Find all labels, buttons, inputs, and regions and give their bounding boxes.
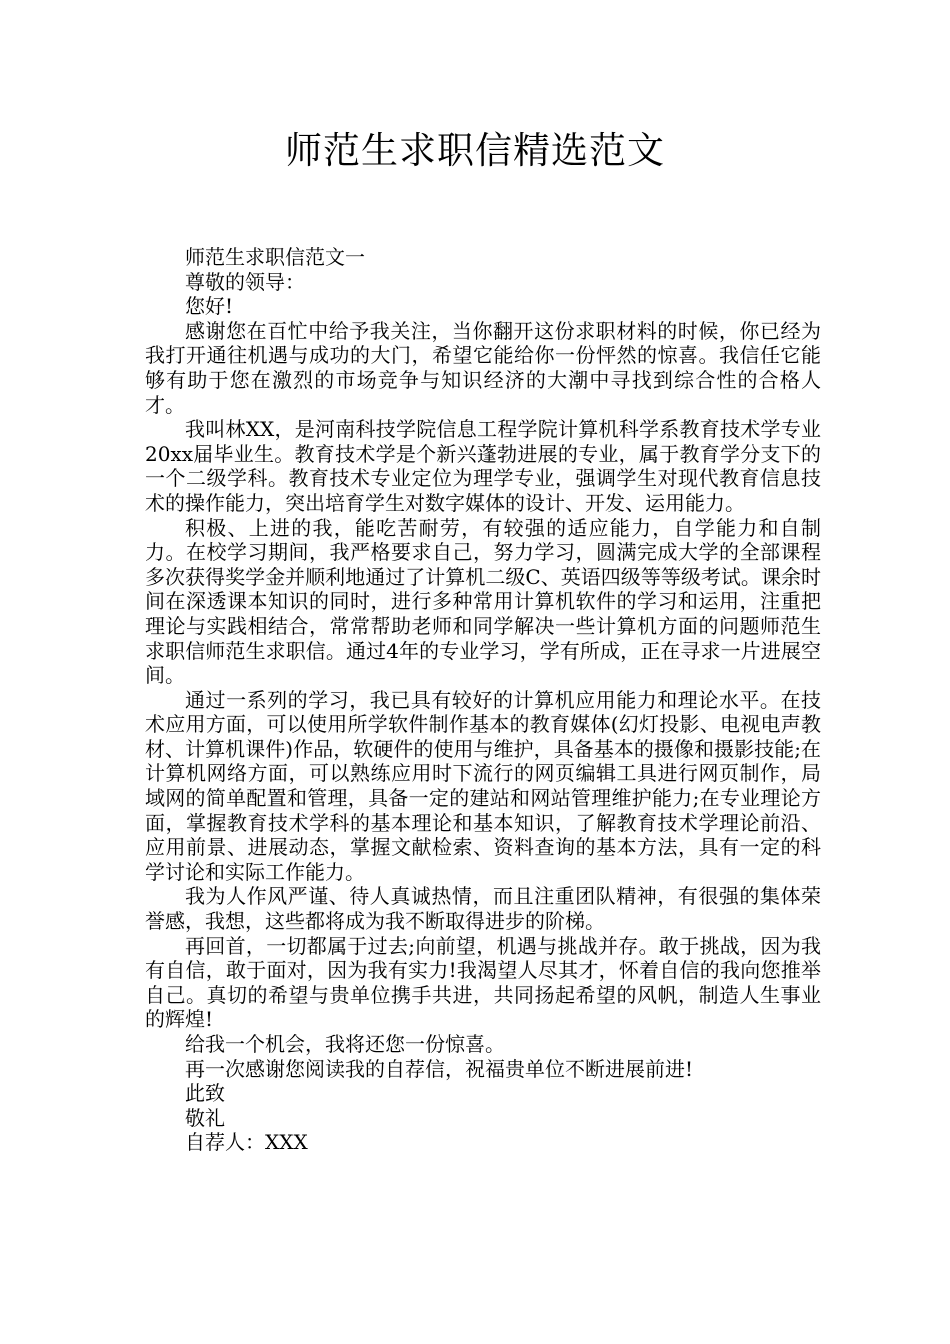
body-paragraph: 我叫林XX，是河南科技学院信息工程学院计算机科学系教育技术学专业20xx届毕业生。教育技术学是个新兴蓬勃进展的专业，属于教育学分支下的一个二级学科。教育技术专业定位为理学专业，强调学生对现代教育信息技术的操作能力，突出培育学生对数字媒体的设计、开发、运用能力。: [145, 417, 821, 515]
body-paragraph: 给我一个机会，我将还您一份惊喜。: [185, 1032, 505, 1056]
body-paragraph: 再回首，一切都属于过去;向前望，机遇与挑战并存。敢于挑战，因为我有自信，敢于面对，因为我有实力!我渴望人尽其才，怀着自信的我向您推举自己。真切的希望与贵单位携手共进，共同扬起希望的风帆，制造人生事业的辉煌!: [145, 933, 821, 1032]
section-heading: 师范生求职信范文一: [185, 245, 365, 269]
body-paragraph: 再一次感谢您阅读我的自荐信，祝福贵单位不断进展前进!: [185, 1056, 694, 1081]
letter-body: [145, 245, 821, 1155]
signature-line: 自荐人：XXX: [185, 1130, 308, 1155]
body-paragraph: 感谢您在百忙中给予我关注，当你翻开这份求职材料的时候，你已经为我打开通往机遇与成功的大门，希望它能给你一份怦然的惊喜。我信任它能够有助于您在激烈的市场竞争与知识经济的大潮中寻找到综合性的合格人才。: [145, 318, 821, 417]
closing-line: 此致: [185, 1081, 225, 1106]
body-paragraph: 通过一系列的学习，我已具有较好的计算机应用能力和理论水平。在技术应用方面，可以使用所学软件制作基本的教育媒体(幻灯投影、电视电声教材、计算机课件)作品，软硬件的使用与维护，具备基本的摄像和摄影技能;在计算机网络方面，可以熟练应用时下流行的网页编辑工具进行网页制作，局域网的简单配置和管理，具备一定的建站和网站管理维护能力;在专业理论方面，掌握教育技术学科的基本理论和基本知识，了解教育技术学理论前沿、应用前景、进展动态，掌握文献检索、资料查询的基本方法，具有一定的科学讨论和实际工作能力。: [145, 687, 821, 884]
closing-regards: 敬礼: [185, 1105, 225, 1130]
salutation: 尊敬的领导：: [185, 269, 305, 294]
greeting: 您好!: [185, 294, 234, 319]
document-title: 师范生求职信精选范文: [285, 129, 665, 172]
body-paragraph: 积极、上进的我，能吃苦耐劳，有较强的适应能力，自学能力和自制力。在校学习期间，我严格要求自己，努力学习，圆满完成大学的全部课程多次获得奖学金并顺利地通过了计算机二级C、英语四级等等级考试。课余时间在深透课本知识的同时，进行多种常用计算机软件的学习和运用，注重把理论与实践相结合，常常帮助老师和同学解决一些计算机方面的问题师范生求职信师范生求职信。通过4年的专业学习，学有所成，正在寻求一片进展空间。: [145, 515, 821, 688]
body-paragraph: 我为人作风严谨、待人真诚热情，而且注重团队精神，有很强的集体荣誉感，我想，这些都将成为我不断取得进步的阶梯。: [145, 884, 821, 934]
